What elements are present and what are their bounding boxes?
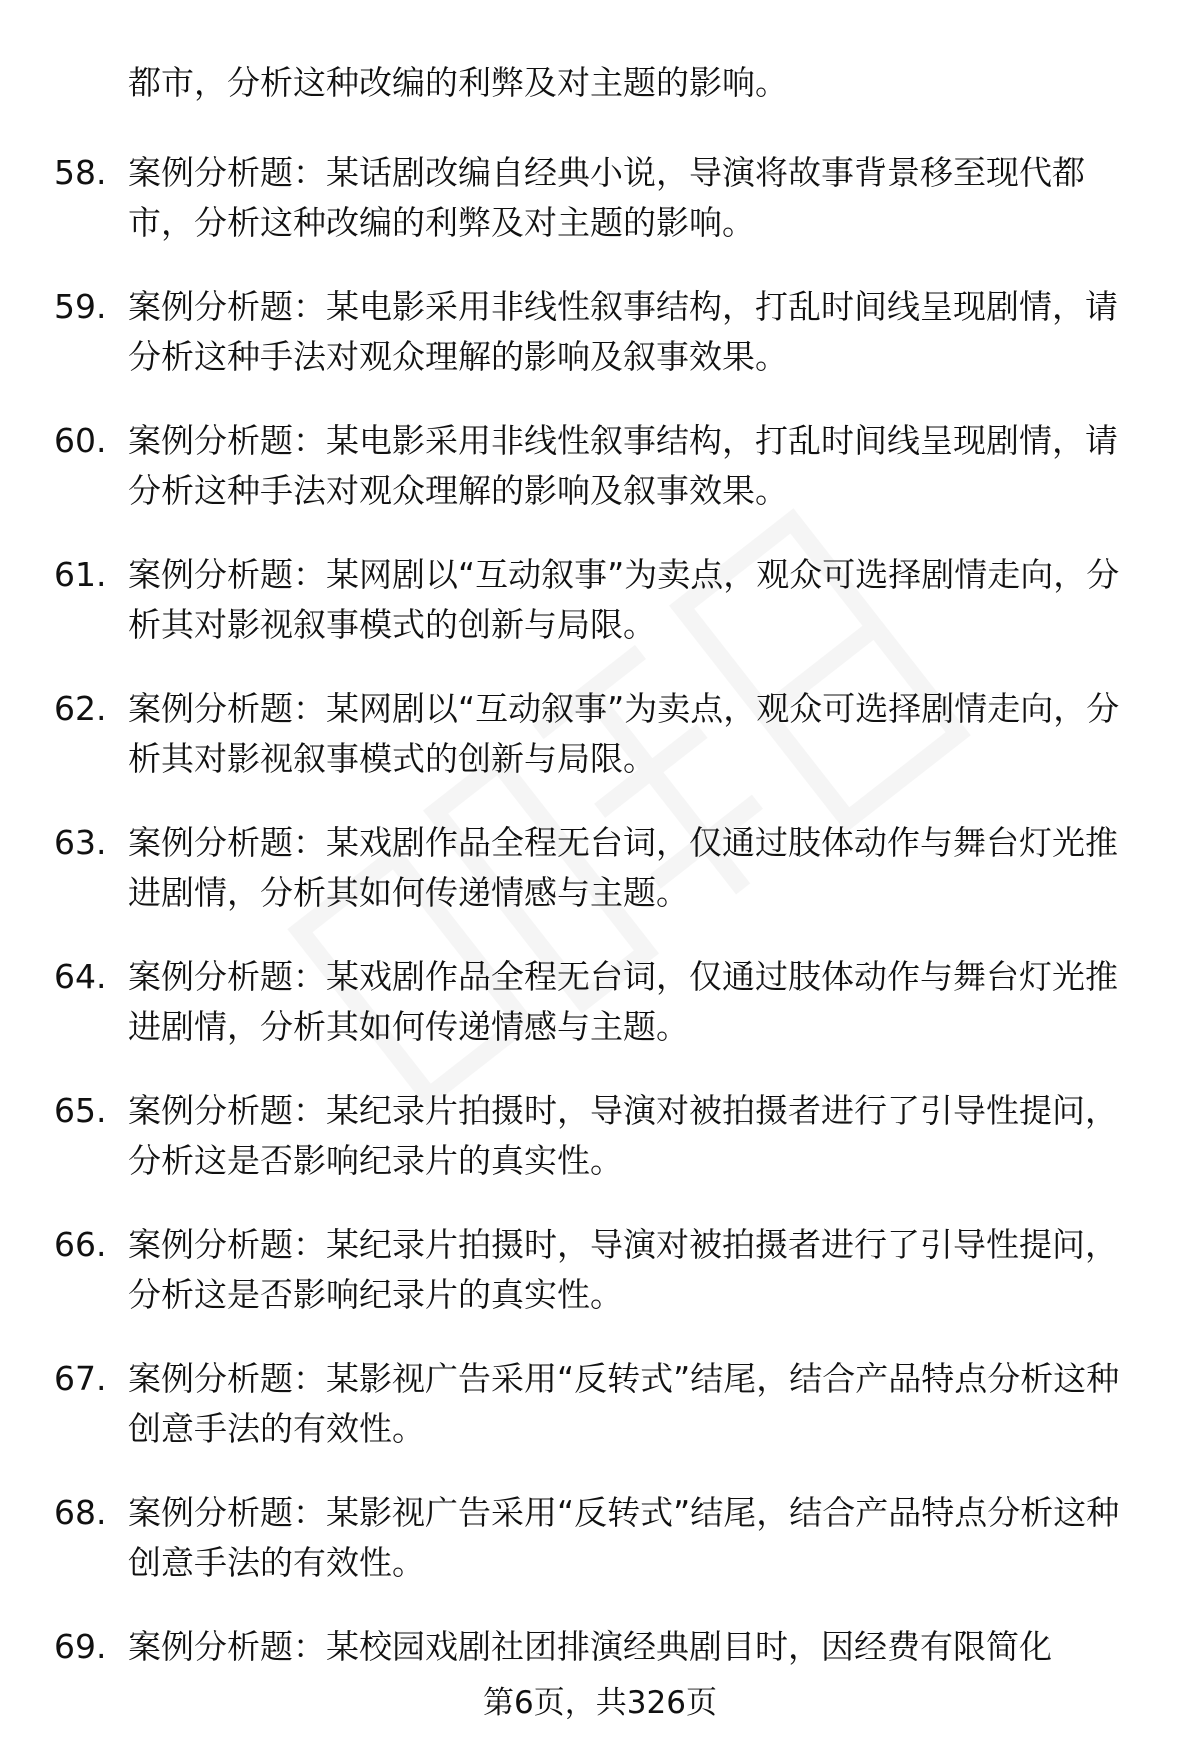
question-item — [0, 818, 1200, 918]
question-text: 案例分析题：某戏剧作品全程无台词，仅通过肢体动作与舞台灯光推进剧情，分析其如何传递情感与主题。 — [128, 823, 1118, 912]
question-item — [0, 1086, 1200, 1186]
question-number: 59. — [54, 287, 107, 326]
question-text: 案例分析题：某电影采用非线性叙事结构，打乱时间线呈现剧情，请分析这种手法对观众理解的影响及叙事效果。 — [128, 421, 1118, 510]
question-item — [0, 282, 1200, 382]
question-text: 案例分析题：某电影采用非线性叙事结构，打乱时间线呈现剧情，请分析这种手法对观众理解的影响及叙事效果。 — [128, 287, 1118, 376]
question-item — [0, 416, 1200, 516]
question-number: 67. — [54, 1359, 107, 1398]
question-number: 62. — [54, 689, 107, 728]
question-text: 案例分析题：某网剧以“互动叙事”为卖点，观众可选择剧情走向，分析其对影视叙事模式的创新与局限。 — [128, 555, 1120, 644]
question-number: 61. — [54, 555, 107, 594]
question-list — [0, 58, 1200, 1742]
question-text: 案例分析题：某话剧改编自经典小说，导演将故事背景移至现代都市，分析这种改编的利弊及对主题的影响。 — [128, 153, 1085, 242]
question-number: 64. — [54, 957, 107, 996]
question-text: 案例分析题：某戏剧作品全程无台词，仅通过肢体动作与舞台灯光推进剧情，分析其如何传递情感与主题。 — [128, 957, 1118, 1046]
question-text: 案例分析题：某网剧以“互动叙事”为卖点，观众可选择剧情走向，分析其对影视叙事模式的创新与局限。 — [128, 689, 1120, 778]
question-number: 68. — [54, 1493, 107, 1532]
question-item — [0, 148, 1200, 248]
question-text: 案例分析题：某校园戏剧社团排演经典剧目时，因经费有限简化 — [128, 1627, 1052, 1666]
page-footer: 第6页，共326页 — [483, 1685, 717, 1721]
question-text: 案例分析题：某影视广告采用“反转式”结尾，结合产品特点分析这种创意手法的有效性。 — [128, 1493, 1120, 1582]
question-item — [0, 1220, 1200, 1320]
question-number: 63. — [54, 823, 107, 862]
question-item — [0, 550, 1200, 650]
question-item — [0, 952, 1200, 1052]
question-number: 66. — [54, 1225, 107, 1264]
question-text: 案例分析题：某纪录片拍摄时，导演对被拍摄者进行了引导性提问，分析这是否影响纪录片的真实性。 — [128, 1091, 1118, 1180]
question-continuation — [0, 58, 1200, 108]
question-text: 案例分析题：某纪录片拍摄时，导演对被拍摄者进行了引导性提问，分析这是否影响纪录片的真实性。 — [128, 1225, 1118, 1314]
question-number: 60. — [54, 421, 107, 460]
question-item — [0, 684, 1200, 784]
continuation-text: 都市，分析这种改编的利弊及对主题的影响。 — [128, 63, 788, 102]
question-item — [0, 1354, 1200, 1454]
question-number: 65. — [54, 1091, 107, 1130]
question-item — [0, 1488, 1200, 1588]
question-number: 69. — [54, 1627, 107, 1666]
question-number: 58. — [54, 153, 107, 192]
question-text: 案例分析题：某影视广告采用“反转式”结尾，结合产品特点分析这种创意手法的有效性。 — [128, 1359, 1120, 1448]
